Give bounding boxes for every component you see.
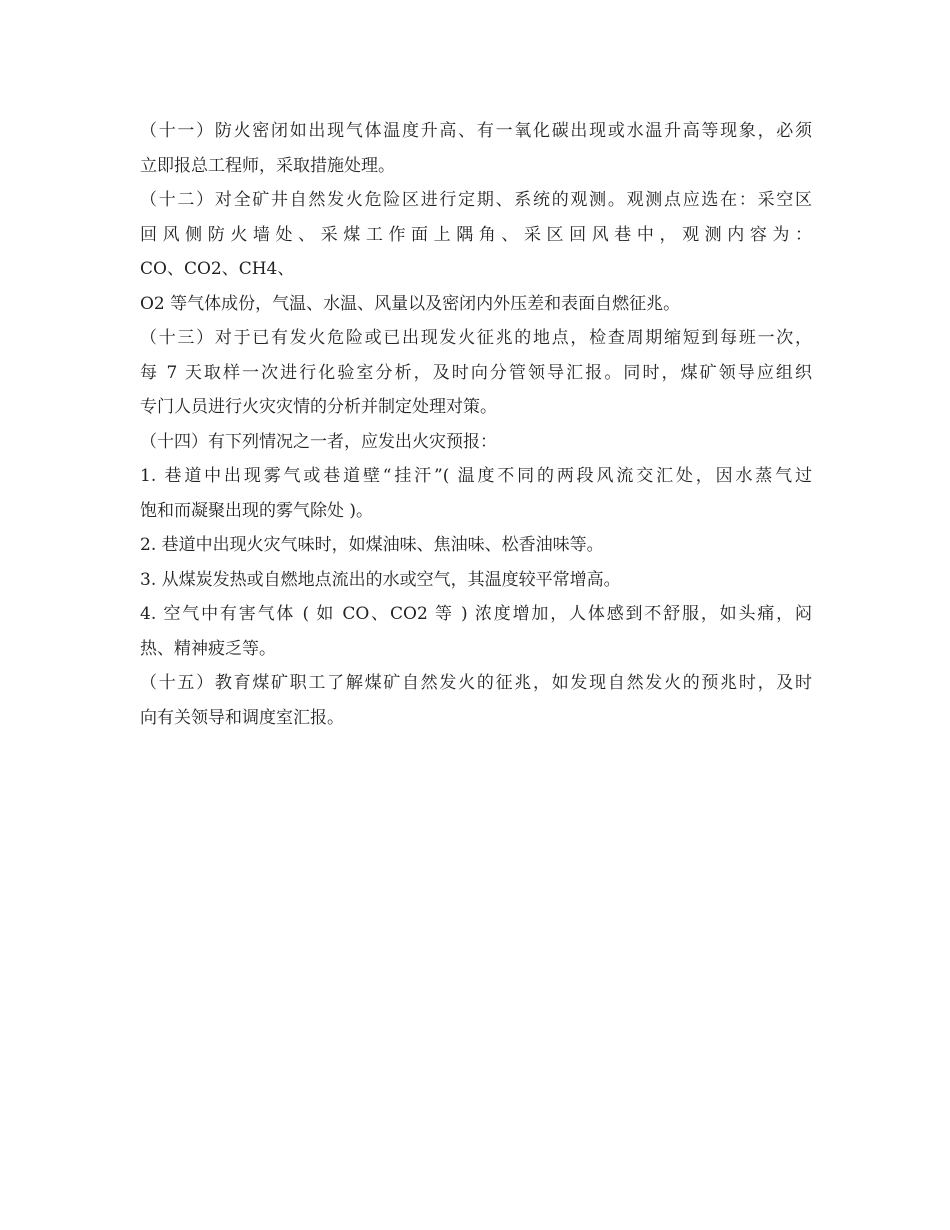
paragraph-line: 1. 巷道中出现雾气或巷道壁“挂汗”( 温度不同的两段风流交汇处，因水蒸气过 [140, 466, 812, 486]
paragraph-line: （十二）对全矿井自然发火危险区进行定期、系统的观测。观测点应选在：采空区 [140, 190, 812, 210]
paragraph-line: （十三）对于已有发火危险或已出现发火征兆的地点，检查周期缩短到每班一次， [140, 328, 812, 348]
document-body [140, 114, 812, 735]
paragraph-13 [140, 321, 812, 425]
paragraph-line: 4. 空气中有害气体 ( 如 CO、CO2 等 ) 浓度增加，人体感到不舒服，如头痛，闷 [140, 604, 812, 624]
paragraph-line: 每 7 天取样一次进行化验室分析，及时向分管领导汇报。同时，煤矿领导应组织 [140, 362, 812, 383]
paragraph-14 [140, 425, 812, 460]
list-item-4 [140, 597, 812, 666]
paragraph-line: 专门人员进行火灾灾情的分析并制定处理对策。 [140, 397, 497, 417]
paragraph-line: O2 等气体成份，气温、水温、风量以及密闭内外压差和表面自燃征兆。 [140, 293, 681, 314]
paragraph-line: （十一）防火密闭如出现气体温度升高、有一氧化碳出现或水温升高等现象，必须 [140, 121, 812, 141]
paragraph-line: （十五）教育煤矿职工了解煤矿自然发火的征兆，如发现自然发火的预兆时，及时 [140, 673, 812, 693]
paragraph-line: CO、CO2、CH4、 [140, 259, 295, 279]
paragraph-11 [140, 114, 812, 183]
paragraph-12 [140, 183, 812, 321]
paragraph-line: 饱和而凝聚出现的雾气除处 )。 [140, 500, 374, 521]
paragraph-line: 立即报总工程师，采取措施处理。 [140, 155, 395, 176]
list-item-2 [140, 528, 812, 563]
paragraph-line: 向有关领导和调度室汇报。 [140, 707, 344, 728]
paragraph-line: 回风侧防火墙处、采煤工作面上隅角、采区回风巷中，观测内容为： [140, 224, 812, 245]
paragraph-line: 2. 巷道中出现火灾气味时，如煤油味、焦油味、松香油味等。 [140, 535, 604, 555]
list-item-3 [140, 563, 812, 598]
paragraph-line: 3. 从煤炭发热或自燃地点流出的水或空气，其温度较平常增高。 [140, 569, 621, 590]
list-item-1 [140, 459, 812, 528]
paragraph-line: 热、精神疲乏等。 [140, 638, 276, 659]
paragraph-line: （十四）有下列情况之一者，应发出火灾预报： [140, 431, 497, 452]
paragraph-15 [140, 666, 812, 735]
